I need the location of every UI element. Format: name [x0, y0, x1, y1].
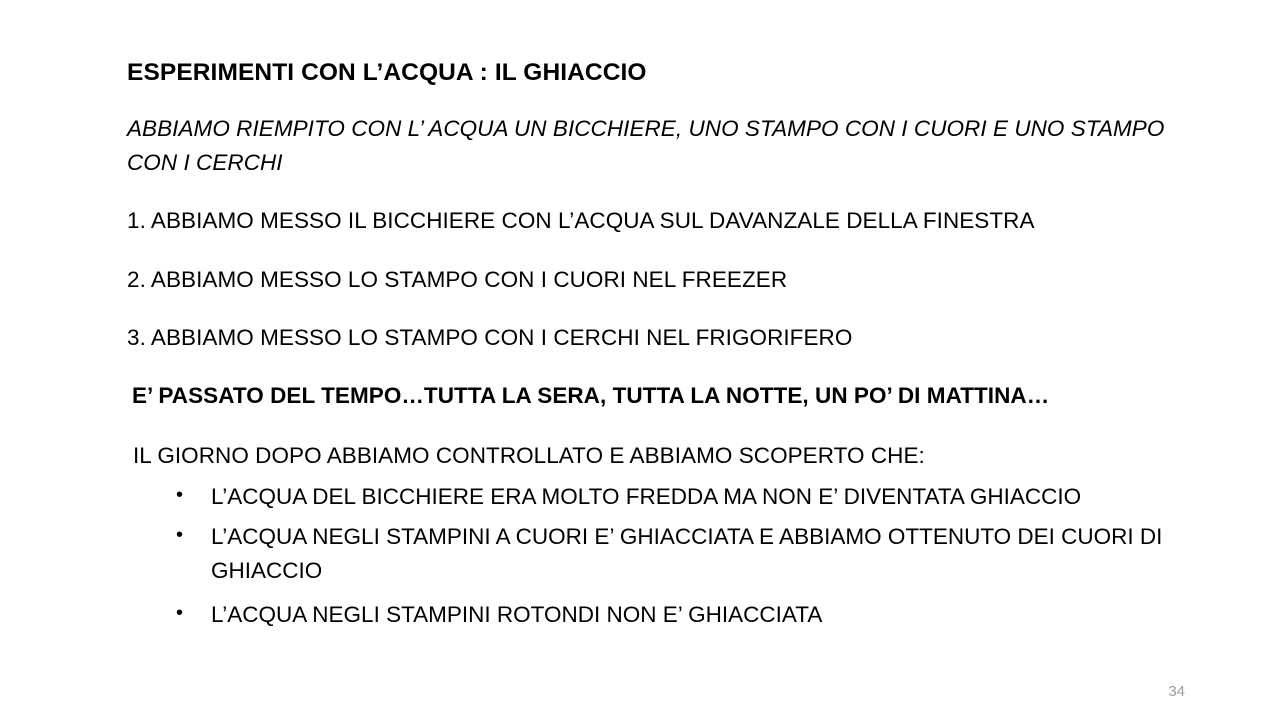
page-number: 34: [1168, 683, 1185, 700]
bullet-icon: •: [176, 601, 184, 624]
step-3: 3. ABBIAMO MESSO LO STAMPO CON I CERCHI NEL FRIGORIFERO: [127, 324, 853, 350]
list-item-label: L’ACQUA DEL BICCHIERE ERA MOLTO FREDDA MA NON E’ DIVENTATA GHIACCIO: [211, 484, 1082, 510]
step-2: 2. ABBIAMO MESSO LO STAMPO CON I CUORI NEL FREEZER: [127, 266, 788, 292]
list-item: [127, 520, 1167, 588]
slide-body: [127, 112, 1165, 637]
step-1: 1. ABBIAMO MESSO IL BICCHIERE CON L’ACQUA SUL DAVANZALE DELLA FINESTRA: [127, 208, 1035, 234]
bullet-icon: •: [176, 484, 184, 507]
findings-list: [127, 480, 1162, 631]
list-item: [127, 480, 1167, 514]
page-title: ESPERIMENTI CON L’ACQUA : IL GHIACCIO: [127, 59, 647, 87]
emphasis-paragraph: E’ PASSATO DEL TEMPO…TUTTA LA SERA, TUTTA LA NOTTE, UN PO’ DI MATTINA…: [132, 382, 1050, 408]
list-item-label: L’ACQUA NEGLI STAMPINI A CUORI E’ GHIACCIATA E ABBIAMO OTTENUTO DEI CUORI DI GHIACCIO: [211, 524, 1163, 583]
bullet-icon: •: [176, 524, 184, 547]
intro-paragraph: ABBIAMO RIEMPITO CON L’ ACQUA UN BICCHIERE, UNO STAMPO CON I CUORI E UNO STAMPO CON I CERCHI: [127, 116, 1165, 176]
list-item-label: L’ACQUA NEGLI STAMPINI ROTONDI NON E’ GHIACCIATA: [211, 601, 823, 627]
list-item: [127, 598, 1167, 632]
lead-in-paragraph: IL GIORNO DOPO ABBIAMO CONTROLLATO E ABBIAMO SCOPERTO CHE:: [133, 443, 925, 469]
